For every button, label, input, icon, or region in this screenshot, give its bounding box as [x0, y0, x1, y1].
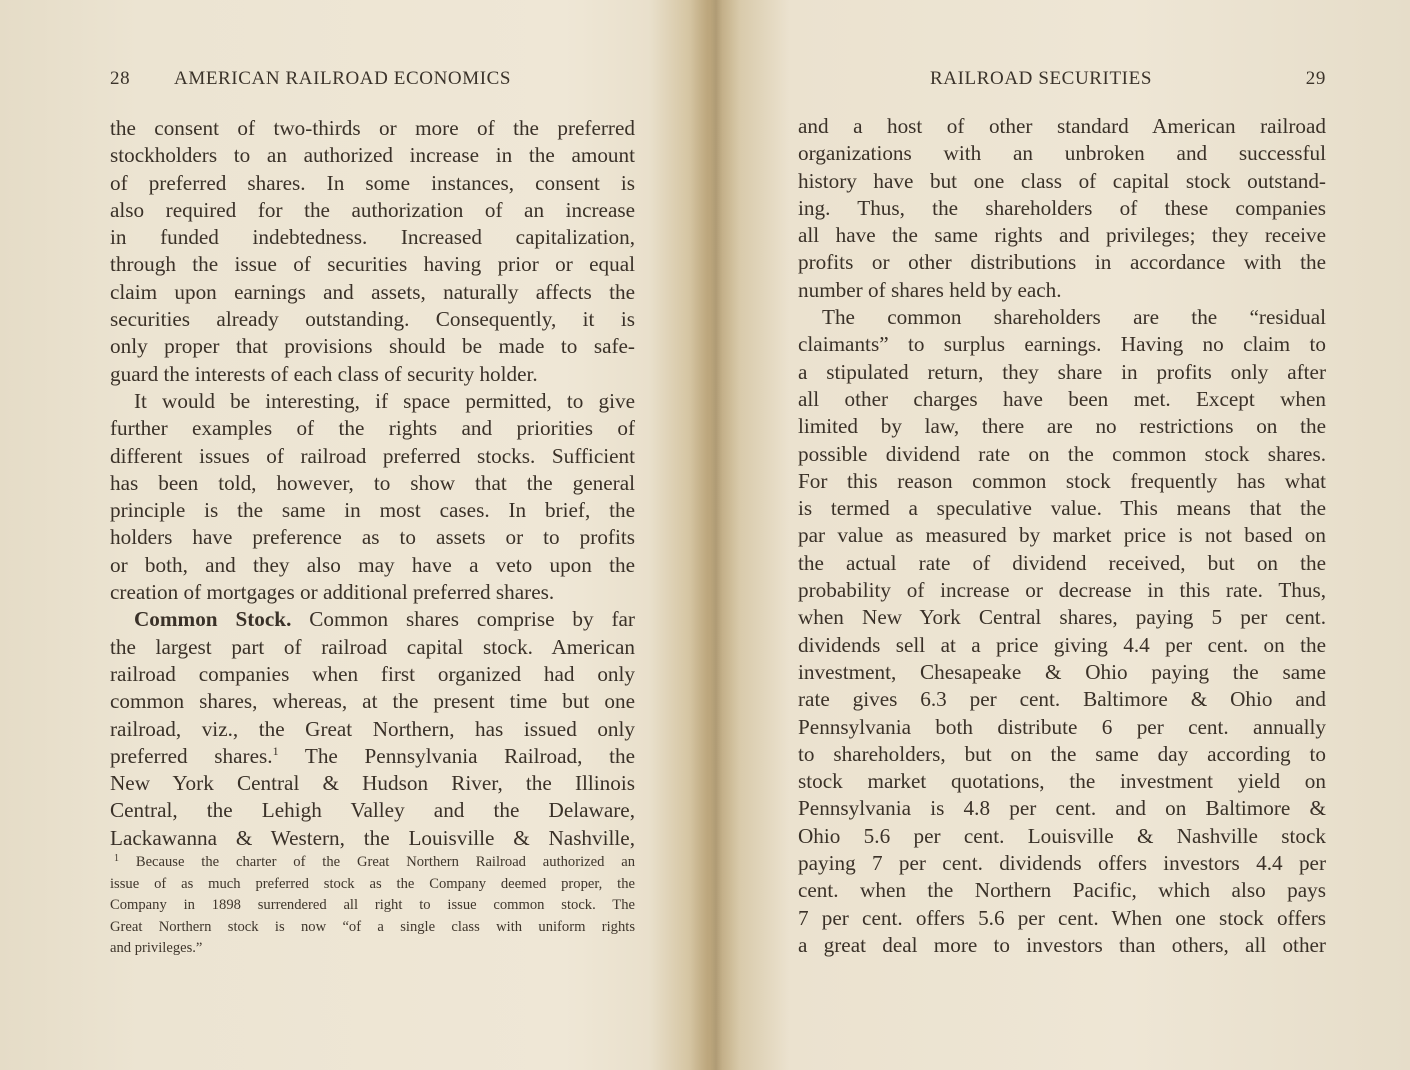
left-page [110, 0, 635, 1070]
text-line: or both, and they also may have a veto upon the [110, 552, 635, 577]
text-line: securities already outstanding. Consequently, it is [110, 307, 635, 332]
footnote [110, 852, 635, 960]
text-line-fragment: preferred shares. [110, 743, 273, 768]
text-line: cent. when the Northern Pacific, which also pays [798, 878, 1326, 903]
text-line: paying 7 per cent. dividends offers investors 4.4 per [798, 851, 1326, 876]
footnote-line [110, 852, 635, 874]
text-line: dividends sell at a price giving 4.4 per cent. on the [798, 632, 1326, 657]
footnote-line-text: Because the charter of the Great Northern Railroad authorized an [135, 854, 635, 870]
book-gutter [690, 0, 740, 1070]
text-line: only proper that provisions should be made to safe- [110, 334, 635, 359]
right-running-head [798, 68, 1326, 94]
text-line: has been told, however, to show that the general [110, 470, 635, 495]
text-line: all other charges have been met. Except when [798, 386, 1326, 411]
text-line: probability of increase or decrease in this rate. Thus, [798, 578, 1326, 603]
text-line: the actual rate of dividend received, but on the [798, 550, 1326, 575]
text-line: claim upon earnings and assets, naturally affects the [110, 279, 635, 304]
text-line: creation of mortgages or additional preferred shares. [110, 580, 555, 605]
text-line: It would be interesting, if space permitted, to give [134, 388, 635, 413]
text-line: holders have preference as to assets or to profits [110, 525, 635, 550]
footnote-line: Great Northern stock is now “of a single class with uniform rights [110, 918, 635, 935]
footnote-line: issue of as much preferred stock as the Company deemed proper, the [110, 875, 635, 892]
text-line: claimants” to surplus earnings. Having no claim to [798, 332, 1326, 357]
text-line: to shareholders, but on the same day according to [798, 741, 1326, 766]
text-line: history have but one class of capital stock outstand- [798, 168, 1326, 193]
text-line: stock market quotations, the investment yield on [798, 769, 1326, 794]
text-line: par value as measured by market price is not based on [798, 523, 1326, 548]
footnote-line: and privileges.” [110, 940, 203, 957]
text-line: organizations with an unbroken and successful [798, 141, 1326, 166]
text-line: railroad companies when first organized had only [110, 661, 635, 686]
text-line: is termed a speculative value. This means that the [798, 496, 1326, 521]
text-line-fragment: Common shares comprise by far [309, 607, 635, 632]
text-line: the largest part of railroad capital stock. American [110, 634, 635, 659]
text-line: For this reason common stock frequently has what [798, 468, 1326, 493]
text-line: all have the same rights and privileges; they receive [798, 223, 1326, 248]
right-page-number: 29 [1305, 68, 1326, 89]
section-heading-common-stock: Common Stock. [134, 607, 292, 632]
text-line-fragment: The Pennsylvania Railroad, the [304, 743, 635, 768]
text-line: also required for the authorization of an increase [110, 197, 635, 222]
footnote-line: Company in 1898 surrendered all right to issue common stock. The [110, 897, 635, 914]
text-line: a great deal more to investors than others, all other [798, 932, 1326, 957]
text-line: The common shareholders are the “residual [822, 305, 1326, 330]
right-page [798, 0, 1326, 1070]
text-line: New York Central & Hudson River, the Illinois [110, 771, 635, 796]
text-line: guard the interests of each class of security holder. [110, 361, 538, 386]
footnote-marker: 1 [114, 853, 119, 864]
text-line: Ohio 5.6 per cent. Louisville & Nashville stock [798, 823, 1326, 848]
text-line: rate gives 6.3 per cent. Baltimore & Ohio and [798, 687, 1326, 712]
text-line: railroad, viz., the Great Northern, has issued only [110, 716, 635, 741]
right-running-title: RAILROAD SECURITIES [930, 68, 1152, 89]
text-line: and a host of other standard American railroad [798, 114, 1326, 138]
text-line: the consent of two-thirds or more of the preferred [110, 116, 635, 140]
text-line: in funded indebtedness. Increased capitalization, [110, 225, 635, 250]
text-line: different issues of railroad preferred stocks. Sufficient [110, 443, 635, 468]
text-line: a stipulated return, they share in profits only after [798, 359, 1326, 384]
text-line: common shares, whereas, at the present time but one [110, 689, 635, 714]
text-line: of preferred shares. In some instances, consent is [110, 170, 635, 195]
left-running-head [110, 68, 635, 94]
text-line: principle is the same in most cases. In brief, the [110, 498, 635, 523]
text-line: 7 per cent. offers 5.6 per cent. When one stock offers [798, 905, 1326, 930]
text-line: investment, Chesapeake & Ohio paying the same [798, 659, 1326, 684]
left-body-text [110, 115, 635, 852]
text-line: Pennsylvania is 4.8 per cent. and on Baltimore & [798, 796, 1326, 821]
text-line: possible dividend rate on the common stock shares. [798, 441, 1326, 466]
text-line: ing. Thus, the shareholders of these companies [798, 195, 1326, 220]
text-line: Pennsylvania both distribute 6 per cent. annually [798, 714, 1326, 739]
text-line: when New York Central shares, paying 5 per cent. [798, 605, 1326, 630]
left-running-title: AMERICAN RAILROAD ECONOMICS [174, 68, 512, 89]
left-page-number: 28 [110, 68, 131, 89]
text-line: through the issue of securities having prior or equal [110, 252, 635, 277]
text-line: profits or other distributions in accordance with the [798, 250, 1326, 275]
text-line: Central, the Lehigh Valley and the Delaware, [110, 798, 635, 823]
footnote-reference[interactable]: 1 [272, 743, 279, 758]
text-line: limited by law, there are no restrictions on the [798, 414, 1326, 439]
text-line: number of shares held by each. [798, 277, 1062, 302]
text-line: stockholders to an authorized increase in the amount [110, 143, 635, 168]
text-line [110, 606, 635, 633]
text-line: Lackawanna & Western, the Louisville & Nashville, [110, 825, 635, 850]
text-line [110, 743, 635, 770]
right-body-text [798, 113, 1326, 959]
text-line: further examples of the rights and priorities of [110, 416, 635, 441]
